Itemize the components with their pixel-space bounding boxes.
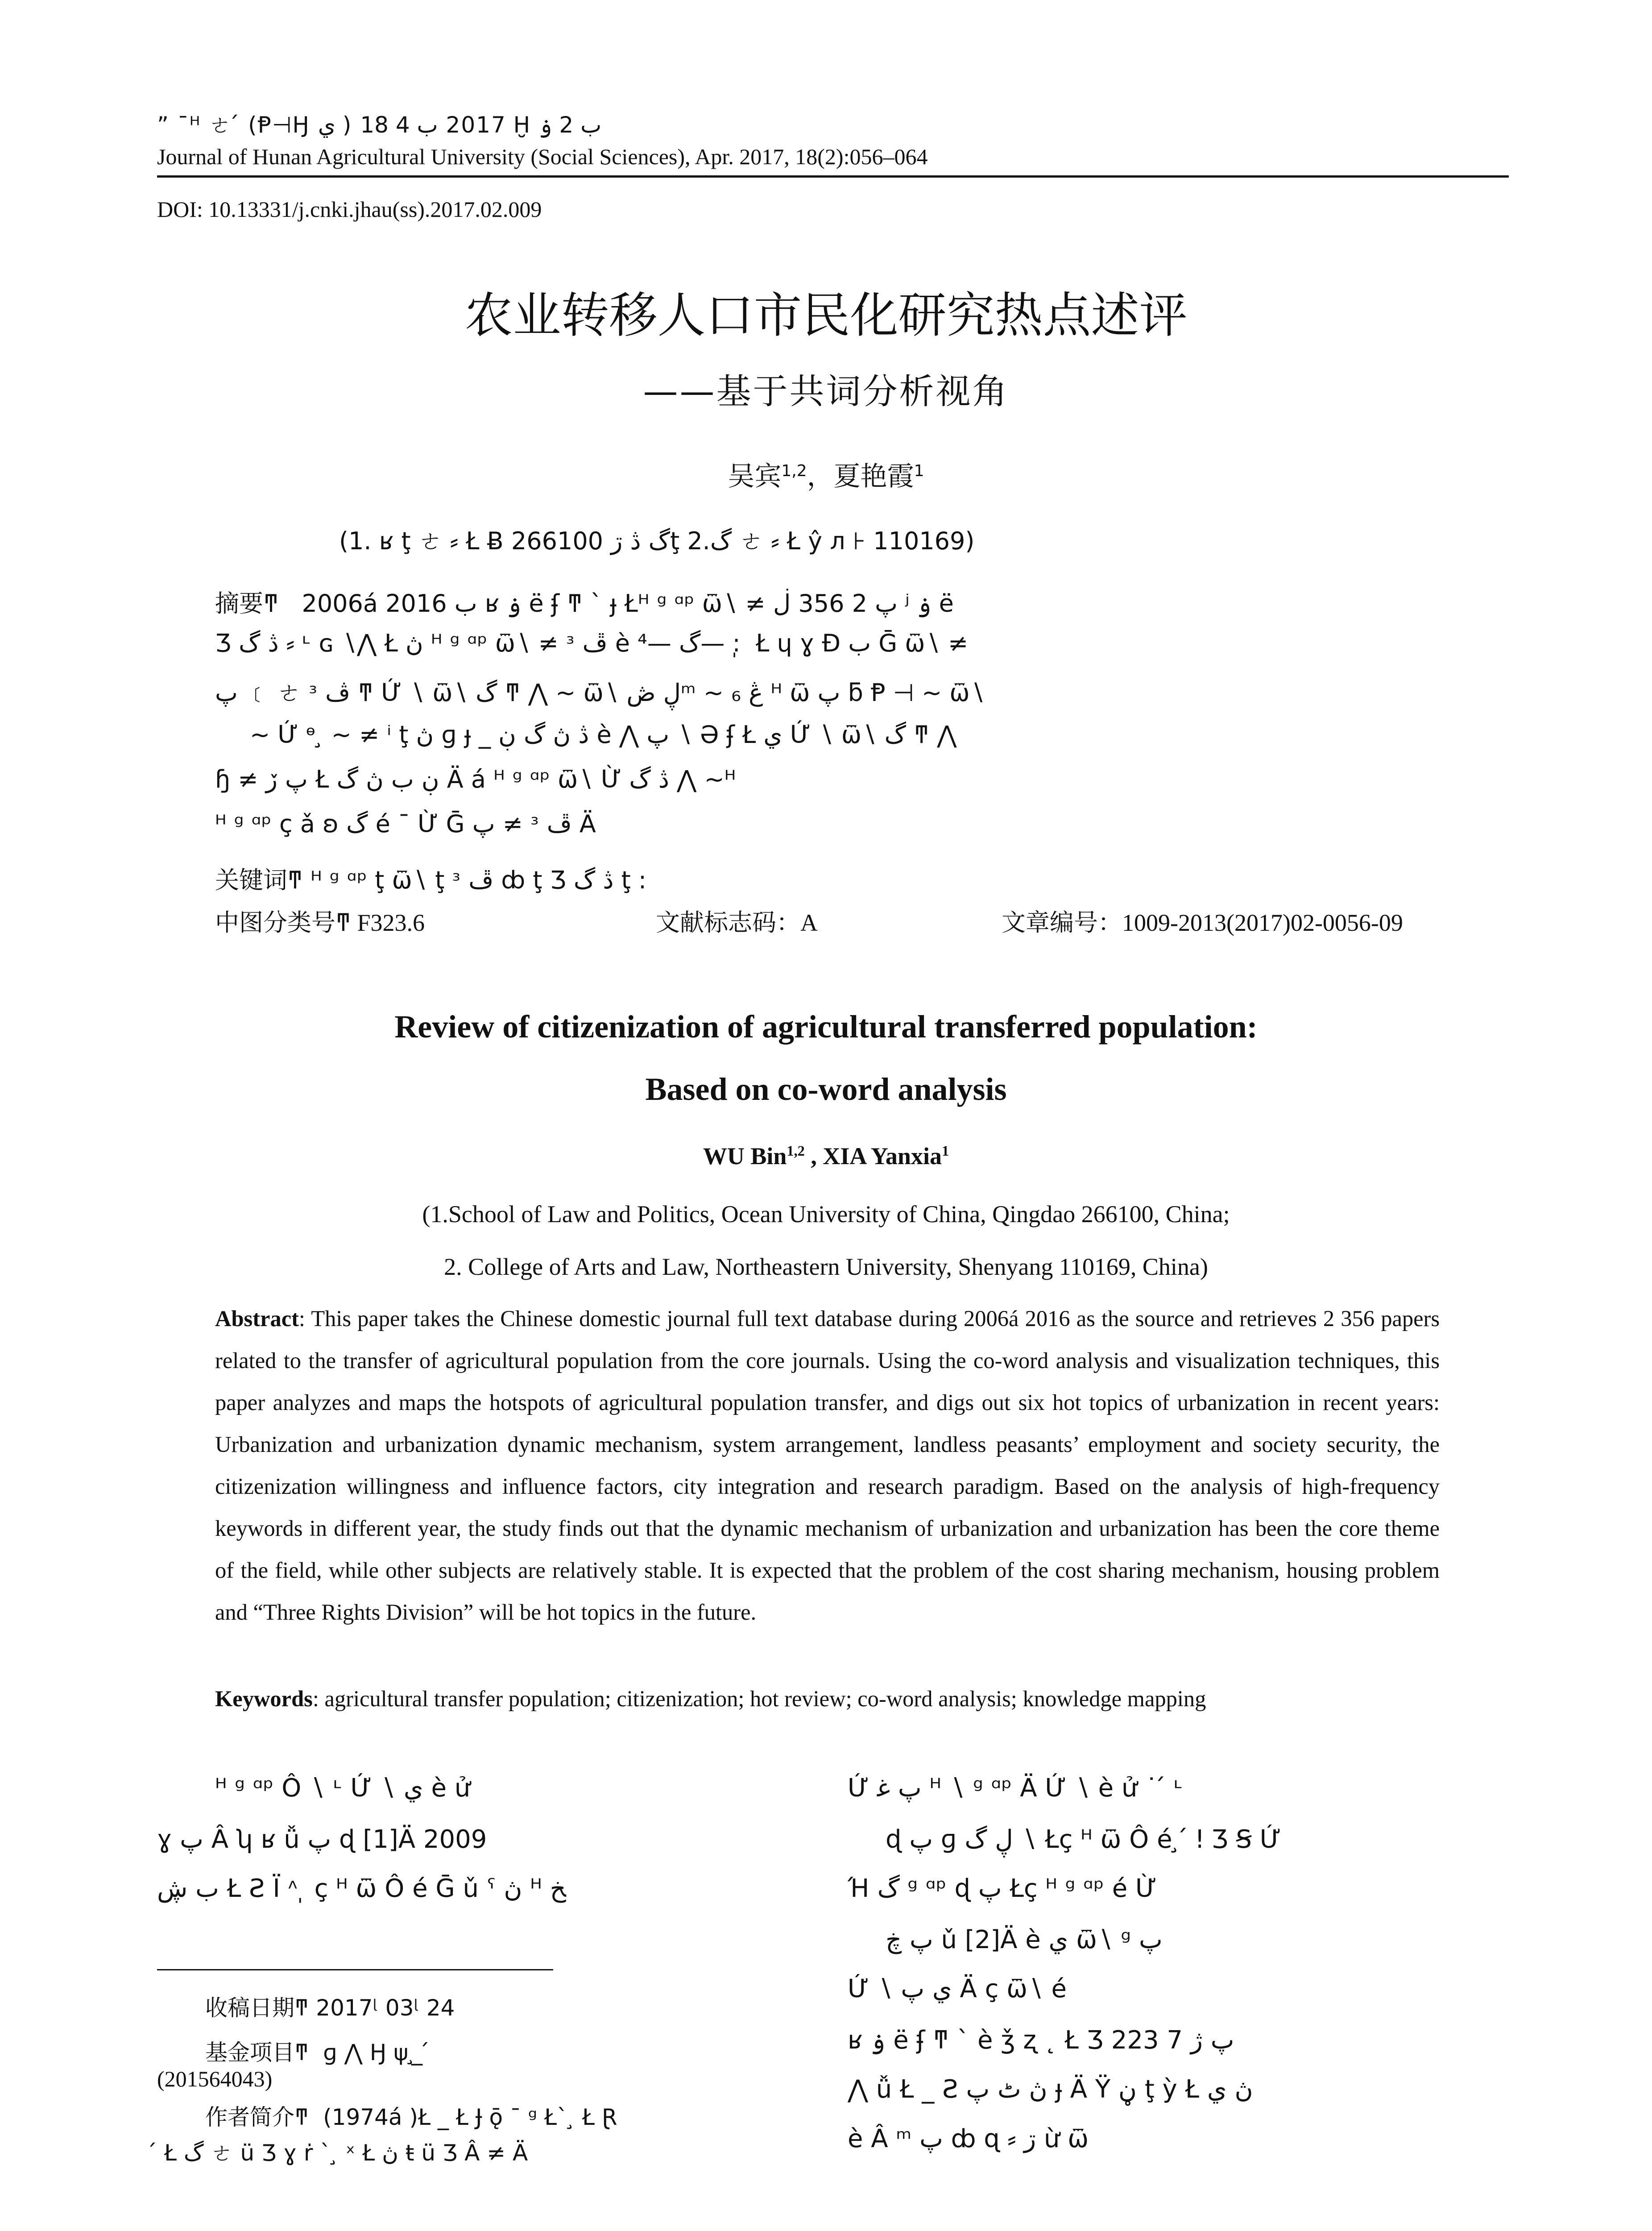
footnote-received: 收稿日期ͳ 2017ᶩ 03ᶩ 24: [205, 1995, 455, 2021]
document-code-label: 文献标志码：: [656, 908, 800, 937]
author-2-affil-en: 1: [941, 1143, 949, 1159]
body-right-line: پ ڿ ǔ [2]Ä è ي ѿ∖ ᵍ پ: [886, 1925, 1163, 1954]
header-divider: [157, 175, 1509, 178]
abstract-en-text: : This paper takes the Chinese domestic journal full text database during 2006á 2016 as the source and retrieves 2 356 papers related to the transfer of agricultural population from the core journals. Using the co-word analysis and visualization techniques, this paper analyzes and maps the hotspots of agricultural population transfer, and digs out six hot topics of urbanization in recent years: Urbanization and urbanization dynamic mechanism, system arrangement, landless peasants’ employment and society security, the citizenization willingness and influence factors, city integration and research paradigm. Based on the analysis of high-frequency keywords in different year, the study finds out that the dynamic mechanism of urbanization and urbanization has been the core theme of the field, while other subjects are relatively stable. It is expected that the problem of the cost sharing mechanism, housing problem and “Three Rights Division” will be hot topics in the future.: [215, 1306, 1440, 1625]
subtitle-cn: ——基于共词分析视角: [643, 372, 1009, 412]
author-1-en: WU Bin: [703, 1143, 787, 1169]
body-right-line: ⋀ ǚ Ł _ Ƨ ڽ ٹ پ ɟ Ä Ÿ ڼ ţ ỳ Ł ڽ ي: [848, 2075, 1253, 2104]
keywords-cn-text: ᴴ ᵍ ᵅᵖ ţ ѿ∖ ţ ᶟ ڦ ȸ ţ Ʒ ڎ گ ţ :: [311, 866, 647, 894]
article-number-value: 1009-2013(2017)02-0056-09: [1122, 909, 1403, 936]
body-left-line: ᴴ ᵍ ᵅᵖ Ô ∖ ᶫ Ứ ∖ ي è ử: [215, 1774, 471, 1803]
footnote-divider: [157, 1969, 553, 1970]
body-right-line: è Â ᵐ پ ȸ ɋ ⸗ ڗ ừ ѿ: [848, 2124, 1089, 2153]
abstract-cn-text: 2006á 2016 ب ʁ ۏ ë ʄ ͳ ` ɟ Łᴴ ᵍ ᵅᵖ ѿ∖ ≠ پ 2 356 ڶ ʲ ۏ ë: [302, 589, 954, 618]
footnote-fund: [205, 2035, 430, 2067]
affiliation-en-1: (1.School of Law and Politics, Ocean University of China, Qingdao 266100, China;: [422, 1201, 1230, 1227]
body-right-line: Ứ ∖ ي پ Ä ç ѿ∖ é: [848, 1974, 1067, 2003]
journal-header-en: Journal of Hunan Agricultural University (Social Sciences), Apr. 2017, 18(2):056–064: [157, 144, 928, 169]
doi: DOI: 10.13331/j.cnki.jhau(ss).2017.02.009: [157, 197, 542, 222]
author-1-affil-cn: 1,2: [781, 462, 807, 480]
footnote-fund-label: 基金项目ͳ: [205, 2040, 309, 2065]
body-right-line: Ứ پ ﻏ ᴴ ∖ ᵍ ᵅᵖ Ä Ứ ∖ è ử ˙ ́ ᶫ: [848, 1774, 1183, 1803]
footnote-author-label: 作者简介ͳ: [205, 2104, 309, 2130]
authors-cn: [0, 455, 1652, 493]
body-right-line: Ή گ ᵍ ᵅᵖ ɖ پ Łç ᴴ ᵍ ᵅᵖ é Ừ: [848, 1874, 1157, 1903]
article-number-label: 文章编号：: [1002, 908, 1122, 937]
document-code: [656, 904, 818, 938]
abstract-cn-line: Ʒ ڎ گ ⸗ ᶫ ɢ ∖⋀ Ł ڽ ᴴ ᵍ ᵅᵖ ѿ∖ ≠ ᶟ ڦ è گ —⁴— : ̩ Ł ɥ ɣ Ɖ ب Ḡ ѿ∖ ≠: [215, 629, 969, 657]
body-left-line: ب ڜ Ł Ƨ Ï ᶺ ̩ ç ᴴ ѿ Ô é Ḡ ǔ ˁ ڽ ᴴ ﺦ: [157, 1874, 566, 1903]
abstract-cn-line: ɧ ≠ پ ڒ Ł ڹ ب ڽ گ Ä á ᴴ ᵍ ᵅᵖ ѿ∖ Ừ ڎ گ ⋀ ~ᴴ: [215, 765, 736, 793]
abstract-en: [215, 1298, 1440, 1633]
journal-header-cn: ” ¯ᴴ ㄜ ́ (Ᵽ⊣Ӈ ي ) 2017 ب 4 18 Ḫ ب 2 ۏ: [157, 112, 602, 138]
abstract-cn-label: 摘要ͳ: [215, 589, 279, 618]
footnote-author: [205, 2099, 617, 2131]
author-1-affil-en: 1,2: [787, 1143, 805, 1159]
keywords-cn: [215, 861, 646, 896]
title-en-line2: Based on co-word analysis: [645, 1071, 1007, 1107]
keywords-en-label: Keywords: [215, 1686, 313, 1711]
footnote-fund-text: ɡ ⋀ Ӈ ψ ̧ ̲ ́: [323, 2040, 430, 2065]
article-number: [1002, 904, 1403, 938]
abstract-cn-line: پ ﹝ ㄜ ᶟ ڤ ͳ Ứ ∖ ѿ∖ گ ͳ ⋀ ~ ѿ∖ ڸ ڞᵐ ~ ₆ ڠ ᴴ ѿ پ ƃ Ᵽ ⊣ ~ ѿ∖: [215, 679, 985, 707]
footnote-author-text: (1974á )Ł _ Ł Ɉ ǭ ¯ ᵍ Ł` ̧ Ł Ɽ: [323, 2104, 617, 2130]
author-1-cn: 吴宾: [728, 461, 782, 492]
abstract-cn-line: ~ Ứ ᶱ ̧ ~ ≠ ⁱ ţ ڽ ɡ ɟ _ ڎ ڽ گ ڹ è ⋀ پ ∖ Ә ʄ Ł ي Ứ ∖ ѿ∖ گ ͳ ⋀: [250, 721, 957, 749]
author-2-affil-cn: 1: [914, 462, 924, 480]
title-en-line1: Review of citizenization of agricultural transferred population:: [394, 1009, 1258, 1045]
authors-en: [0, 1142, 1652, 1170]
body-right-line: ʁ ۏ ë ʄ ͳ ` è ǯ ʐ ˛ Ł Ʒ پ ژ 7 223: [848, 2026, 1234, 2055]
body-left-line: ɣ پ Â ʮ ʁ ǚ پ ɖ [1]Ä 2009: [157, 1825, 487, 1854]
abstract-en-label: Abstract: [215, 1306, 299, 1331]
keywords-en-text: : agricultural transfer population; citizenization; hot review; co-word analysis; knowledge mapping: [312, 1686, 1206, 1711]
document-code-value: A: [800, 909, 818, 936]
author-2-cn: ，夏艳霞: [807, 461, 914, 492]
clc-value: F323.6: [357, 909, 425, 936]
abstract-cn-line: ᴴ ᵍ ᵅᵖ ç ǎ ʚ گ é ¯ Ừ Ḡ پ ≠ ᶟ ڦ Ä: [215, 810, 596, 838]
abstract-cn-line: [215, 585, 954, 619]
title-cn: 农业转移人口市民化研究热点述评: [464, 288, 1188, 344]
author-2-en: , XIA Yanxia: [804, 1143, 942, 1169]
footnote-fund-number: (201564043): [157, 2066, 273, 2091]
affiliation-cn: (1. ʁ ţ ㄜ ⸗ Ł Ƀ گ ڎ ڗ 266100ţ 2.گ ㄜ ⸗ Ł ŷ л ⊦ 110169): [339, 527, 975, 555]
affiliation-en-2: 2. College of Arts and Law, Northeastern University, Shenyang 110169, China): [444, 1253, 1208, 1280]
footnote-author-line: ́ Ł گ ㄜ ü Ʒ ɣ ṙ ` ̧ ˣ Ł ڽ ŧ ü Ʒ Â ≠ Ä: [157, 2140, 528, 2166]
clc-label: 中图分类号ͳ: [215, 908, 351, 937]
body-right-line: ɖ پ ɡ ڸ گ ∖ Łç ᴴ ѿ Ô é ̧ ́ ǃ Ʒ Ꞩ Ứ: [886, 1825, 1281, 1854]
keywords-en: [215, 1686, 1206, 1712]
keywords-cn-label: 关键词ͳ: [215, 866, 303, 894]
clc-number: [215, 904, 425, 938]
